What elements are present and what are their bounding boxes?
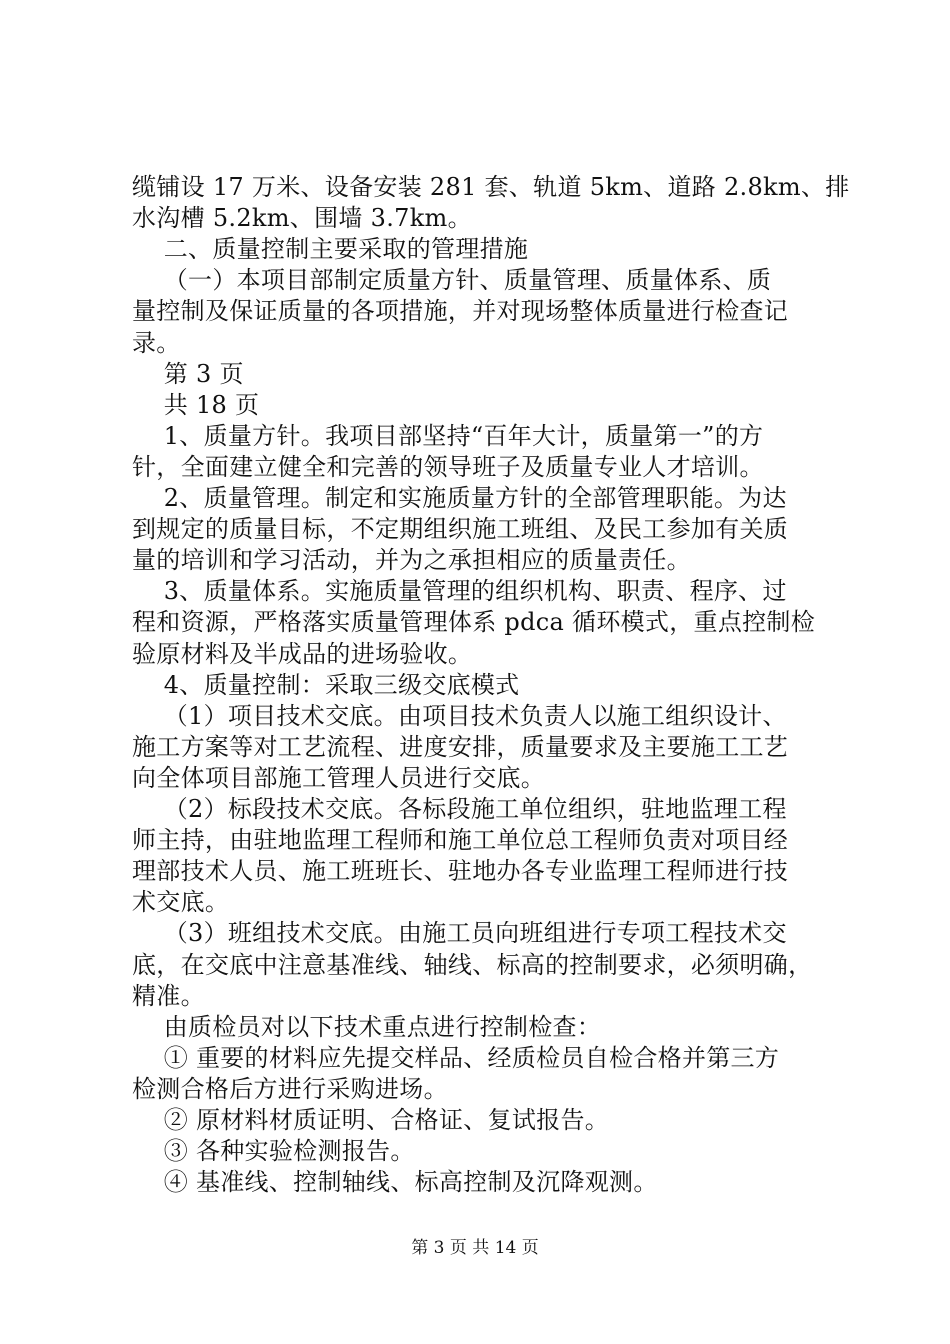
text-line: （2）标段技术交底。各标段施工单位组织，驻地监理工程 — [132, 795, 787, 823]
text-line: 底，在交底中注意基准线、轴线、标高的控制要求，必须明确， — [132, 950, 813, 979]
text-line: 理部技术人员、施工班班长、驻地办各专业监理工程师进行技 — [132, 857, 789, 886]
text-line: 程和资源，严格落实质量管理体系 pdca 循环模式，重点控制检 — [132, 608, 816, 637]
text-line: 师主持，由驻地监理工程师和施工单位总工程师负责对项目经 — [132, 826, 789, 855]
text-line: 2、质量管理。制定和实施质量方针的全部管理职能。为达 — [132, 484, 787, 512]
text-line: 共 18 页 — [132, 390, 260, 419]
list-item: ① 重要的材料应先提交样品、经质检员自检合格并第三方 — [132, 1043, 780, 1072]
text-line: 量的培训和学习活动，并为之承担相应的质量责任。 — [132, 546, 691, 575]
text-line: 4、质量控制：采取三级交底模式 — [132, 670, 520, 699]
text-line: 缆铺设 17 万米、设备安装 281 套、轨道 5km、道路 2.8km、排 — [132, 173, 850, 201]
text-line: 验原材料及半成品的进场验收。 — [132, 639, 473, 668]
text-line: 到规定的质量目标，不定期组织施工班组、及民工参加有关质 — [132, 515, 789, 544]
text-line: （一）本项目部制定质量方针、质量管理、质量体系、质 — [132, 266, 772, 295]
text-line: 3、质量体系。实施质量管理的组织机构、职责、程序、过 — [132, 577, 787, 606]
text-line: （3）班组技术交底。由施工员向班组进行专项工程技术交 — [132, 919, 787, 948]
text-line: 1、质量方针。我项目部坚持“百年大计，质量第一”的方 — [132, 421, 764, 450]
text-line: 水沟槽 5.2km、围墙 3.7km。 — [132, 204, 472, 233]
text-line: 第 3 页 — [132, 359, 244, 388]
text-line: 术交底。 — [132, 888, 230, 917]
text-line: 由质检员对以下技术重点进行控制检查： — [132, 1012, 602, 1041]
text-line: 精准。 — [132, 981, 205, 1010]
text-line: 量控制及保证质量的各项措施，并对现场整体质量进行检查记 — [132, 297, 789, 326]
list-item: ③ 各种实验检测报告。 — [132, 1137, 415, 1166]
section-heading: 二、质量控制主要采取的管理措施 — [132, 235, 529, 264]
list-item: 检测合格后方进行采购进场。 — [132, 1074, 448, 1103]
text-line: 向全体项目部施工管理人员进行交底。 — [132, 763, 546, 792]
text-line: 录。 — [132, 328, 181, 357]
list-item: ④ 基准线、控制轴线、标高控制及沉降观测。 — [132, 1168, 658, 1197]
list-item: ② 原材料材质证明、合格证、复试报告。 — [132, 1106, 610, 1134]
text-line: 针，全面建立健全和完善的领导班子及质量专业人才培训。 — [132, 452, 764, 481]
text-line: （1）项目技术交底。由项目技术负责人以施工组织设计、 — [132, 701, 787, 730]
text-line: 施工方案等对工艺流程、进度安排，质量要求及主要施工工艺 — [132, 732, 789, 761]
page-footer: 第 3 页 共 14 页 — [411, 1238, 539, 1258]
